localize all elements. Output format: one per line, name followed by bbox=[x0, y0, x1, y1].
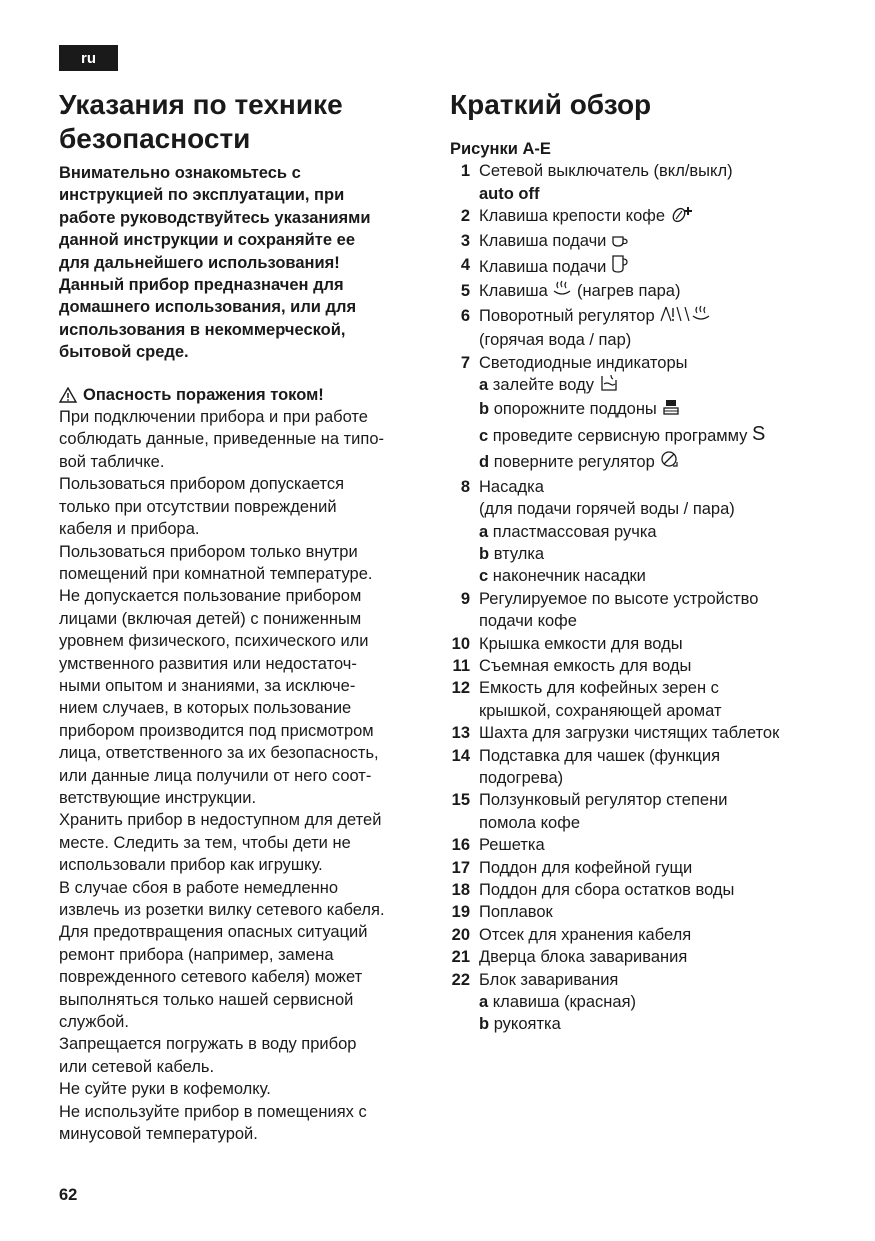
sub-item-key: a bbox=[479, 993, 489, 1012]
body-line: Для предотвращения опасных ситуаций bbox=[59, 923, 368, 942]
safety-title: Указания по технике безопасности bbox=[59, 89, 343, 154]
item-line bbox=[479, 254, 629, 280]
intro-line: Данный прибор предназначен для bbox=[59, 276, 344, 295]
item-number: 17 bbox=[451, 858, 470, 877]
sub-item-text: залейте воду bbox=[492, 376, 594, 395]
intro-line: домашнего использования, или для bbox=[59, 298, 357, 317]
safety-column bbox=[59, 88, 429, 1145]
item-label: Клавиша bbox=[479, 282, 548, 301]
sub-item bbox=[479, 565, 735, 587]
body-line: месте. Следить за тем, чтобы дети не bbox=[59, 833, 351, 852]
item-line bbox=[479, 655, 691, 677]
body-line: Хранить прибор в недоступном для детей bbox=[59, 811, 382, 830]
list-item bbox=[450, 230, 830, 254]
list-item bbox=[450, 722, 830, 744]
large-cup-icon bbox=[611, 254, 629, 280]
list-item bbox=[450, 924, 830, 946]
sub-item bbox=[479, 1013, 636, 1035]
figures-subtitle: Рисунки A-E bbox=[450, 140, 551, 158]
body-line: лицами (включая детей) с пониженным bbox=[59, 609, 362, 628]
item-label: Подставка для чашек (функция bbox=[479, 746, 721, 765]
bean-plus-icon bbox=[670, 205, 694, 229]
body-line: поврежденного сетевого кабеля) может bbox=[59, 968, 363, 987]
item-label: крышкой, сохраняющей аромат bbox=[479, 701, 722, 720]
item-label: Съемная емкость для воды bbox=[479, 656, 692, 675]
body-line: Не суйте руки в кофемолку. bbox=[59, 1080, 271, 1099]
sub-item-key: b bbox=[479, 544, 490, 563]
item-label: Регулируемое по высоте устройство bbox=[479, 589, 759, 608]
body-line: соблюдать данные, приведенные на типо- bbox=[59, 430, 384, 449]
sub-item-text: рукоятка bbox=[493, 1015, 561, 1034]
turn-regulator-icon bbox=[659, 449, 681, 475]
item-line bbox=[479, 969, 636, 991]
item-text bbox=[479, 633, 683, 655]
item-number: 6 bbox=[460, 306, 470, 325]
sub-item-key: c bbox=[479, 567, 489, 586]
item-text bbox=[479, 205, 694, 229]
list-item bbox=[450, 834, 830, 856]
item-number: 10 bbox=[451, 634, 470, 653]
safety-body bbox=[59, 406, 429, 1145]
item-line bbox=[479, 498, 735, 520]
item-text bbox=[479, 901, 553, 923]
item-number: 3 bbox=[460, 231, 470, 250]
item-label: Сетевой выключатель (вкл/выкл) bbox=[479, 162, 733, 181]
item-label: Решетка bbox=[479, 836, 545, 855]
item-text bbox=[479, 879, 734, 901]
item-text bbox=[479, 677, 722, 722]
item-number: 9 bbox=[460, 589, 470, 608]
intro-line: инструкцией по эксплуатации, при bbox=[59, 186, 345, 205]
item-label: (для подачи горячей воды / пара) bbox=[479, 500, 735, 519]
warning-title: Опасность поражения током! bbox=[83, 385, 324, 404]
item-text bbox=[479, 280, 680, 304]
intro-line: бытовой среде. bbox=[59, 343, 189, 362]
list-item bbox=[450, 633, 830, 655]
item-label: Отсек для хранения кабеля bbox=[479, 925, 692, 944]
body-line: ветствующие инструкции. bbox=[59, 788, 257, 807]
item-label: Поплавок bbox=[479, 903, 553, 922]
item-line bbox=[479, 722, 779, 744]
item-label: Крышка емкости для воды bbox=[479, 634, 683, 653]
item-line bbox=[479, 857, 692, 879]
item-line bbox=[479, 352, 766, 374]
item-number: 20 bbox=[451, 925, 470, 944]
sub-item-key: d bbox=[479, 453, 490, 472]
item-label: Клавиша крепости кофе bbox=[479, 207, 666, 226]
item-label: Ползунковый регулятор степени bbox=[479, 791, 728, 810]
intro-line: для дальнейшего использования! bbox=[59, 253, 340, 272]
list-item bbox=[450, 254, 830, 280]
body-line: службой. bbox=[59, 1013, 129, 1032]
item-number: 22 bbox=[451, 970, 470, 989]
body-line: кабеля и прибора. bbox=[59, 520, 200, 539]
item-line bbox=[479, 280, 680, 304]
sub-item-text: проведите сервисную программу bbox=[492, 426, 748, 445]
item-number: 12 bbox=[451, 679, 470, 698]
page-number: 62 bbox=[59, 1186, 78, 1204]
list-item bbox=[450, 280, 830, 304]
item-text bbox=[479, 789, 727, 834]
item-bold-line: auto off bbox=[479, 184, 540, 203]
svg-text:S: S bbox=[751, 422, 766, 443]
item-line bbox=[479, 924, 691, 946]
item-text bbox=[479, 655, 691, 677]
item-number: 11 bbox=[452, 656, 470, 675]
list-item bbox=[450, 352, 830, 476]
overview-title: Краткий обзор bbox=[450, 89, 652, 120]
sub-item-text: пластмассовая ручка bbox=[492, 522, 657, 541]
body-line: только при отсутствии повреждений bbox=[59, 497, 337, 516]
item-label: Дверца блока заваривания bbox=[479, 948, 688, 967]
drip-tray-icon bbox=[661, 398, 681, 422]
sub-item-key: b bbox=[479, 400, 490, 419]
item-text bbox=[479, 924, 691, 946]
water-tank-icon bbox=[599, 374, 619, 398]
electric-shock-warning bbox=[59, 384, 429, 406]
list-item bbox=[450, 160, 830, 205]
item-line bbox=[479, 834, 545, 856]
intro-line: использования в некоммерческой, bbox=[59, 320, 346, 339]
warning-triangle-icon bbox=[59, 387, 77, 403]
body-line: Не допускается пользование прибором bbox=[59, 587, 362, 606]
intro-line: работе руководствуйтесь указаниями bbox=[59, 208, 371, 227]
item-number: 13 bbox=[451, 724, 470, 743]
item-number: 19 bbox=[451, 903, 470, 922]
body-line: ными опытом и знаниями, за исключе- bbox=[59, 676, 356, 695]
item-label-suffix: (нагрев пара) bbox=[577, 282, 681, 301]
small-cup-icon bbox=[611, 232, 629, 254]
list-item bbox=[450, 946, 830, 968]
body-line: помещений при комнатной температуре. bbox=[59, 564, 373, 583]
item-line bbox=[479, 305, 713, 329]
body-line: ремонт прибора (например, замена bbox=[59, 945, 334, 964]
body-line: извлечь из розетки вилку сетевого кабеля. bbox=[59, 901, 385, 919]
item-text bbox=[479, 476, 735, 588]
list-item bbox=[450, 879, 830, 901]
item-text bbox=[479, 230, 629, 254]
item-label: Шахта для загрузки чистящих таблеток bbox=[479, 724, 780, 743]
list-item bbox=[450, 305, 830, 352]
item-number: 14 bbox=[451, 746, 470, 765]
list-item bbox=[450, 969, 830, 1036]
item-line bbox=[479, 789, 727, 811]
item-number: 1 bbox=[460, 162, 470, 181]
item-label: Клавиша подачи bbox=[479, 258, 607, 277]
list-item bbox=[450, 745, 830, 790]
item-line bbox=[479, 745, 720, 767]
list-item bbox=[450, 857, 830, 879]
item-text bbox=[479, 969, 636, 1036]
list-item bbox=[450, 588, 830, 633]
item-line bbox=[479, 879, 734, 901]
body-line: или сетевой кабель. bbox=[59, 1057, 215, 1076]
item-line bbox=[479, 633, 683, 655]
item-number: 2 bbox=[460, 207, 470, 226]
body-line: Не используйте прибор в помещениях с bbox=[59, 1102, 367, 1121]
body-line: выполняться только нашей сервисной bbox=[59, 990, 354, 1009]
body-line: умственного развития или недостаточ- bbox=[59, 654, 357, 673]
item-label: Насадка bbox=[479, 477, 544, 496]
sub-item-text: клавиша (красная) bbox=[492, 993, 637, 1012]
item-label: Светодиодные индикаторы bbox=[479, 353, 688, 372]
sub-item-text: наконечник насадки bbox=[492, 567, 646, 586]
item-label: подогрева) bbox=[479, 768, 564, 787]
item-line: (горячая вода / пар) bbox=[479, 331, 632, 350]
item-text bbox=[479, 722, 779, 744]
body-line: уровнем физического, психического или bbox=[59, 632, 369, 651]
item-number: 8 bbox=[460, 477, 470, 496]
item-number: 4 bbox=[460, 256, 470, 275]
item-number: 15 bbox=[451, 791, 470, 810]
item-text bbox=[479, 834, 545, 856]
list-item bbox=[450, 476, 830, 588]
intro-line: данной инструкции и сохраняйте ее bbox=[59, 231, 356, 250]
item-line bbox=[479, 588, 758, 610]
item-line bbox=[479, 205, 694, 229]
safety-intro bbox=[59, 162, 429, 364]
item-text bbox=[479, 857, 692, 879]
item-line bbox=[479, 946, 687, 968]
item-label: Емкость для кофейных зерен с bbox=[479, 679, 719, 698]
item-label: Поворотный регулятор bbox=[479, 306, 655, 325]
item-line bbox=[479, 610, 758, 632]
intro-line: Внимательно ознакомьтесь с bbox=[59, 164, 301, 182]
body-line: В случае сбоя в работе немедленно bbox=[59, 878, 339, 897]
service-s-icon bbox=[752, 423, 766, 449]
parts-list bbox=[450, 160, 830, 1035]
item-label: подачи кофе bbox=[479, 612, 577, 631]
sub-item-key: a bbox=[479, 376, 489, 395]
steam-icon bbox=[552, 280, 572, 304]
body-line: минусовой температурой. bbox=[59, 1125, 258, 1144]
body-line: При подключении прибора и при работе bbox=[59, 408, 368, 427]
item-text bbox=[479, 946, 687, 968]
body-line: Запрещается погружать в воду прибор bbox=[59, 1035, 357, 1054]
item-number: 5 bbox=[460, 282, 470, 301]
item-label: помола кофе bbox=[479, 813, 580, 832]
item-number: 21 bbox=[451, 948, 470, 967]
body-line: вой табличке. bbox=[59, 452, 165, 471]
item-label: Клавиша подачи bbox=[479, 231, 607, 250]
body-line: Пользоваться прибором допускается bbox=[59, 475, 345, 494]
item-label: Поддон для кофейной гущи bbox=[479, 858, 693, 877]
item-text bbox=[479, 160, 733, 205]
sub-item bbox=[479, 398, 766, 422]
item-line bbox=[479, 901, 553, 923]
item-label: Поддон для сбора остатков воды bbox=[479, 881, 735, 899]
sub-item bbox=[479, 543, 735, 565]
sub-item bbox=[479, 423, 766, 449]
item-label: Блок заваривания bbox=[479, 970, 619, 989]
sub-item bbox=[479, 449, 766, 475]
sub-item-key: a bbox=[479, 522, 489, 541]
item-number: 18 bbox=[451, 881, 470, 899]
list-item bbox=[450, 655, 830, 677]
overview-column bbox=[450, 88, 830, 1036]
item-line bbox=[479, 767, 720, 789]
item-number: 7 bbox=[460, 353, 470, 372]
item-text bbox=[479, 745, 720, 790]
item-text bbox=[479, 305, 713, 352]
sub-item bbox=[479, 991, 636, 1013]
list-item bbox=[450, 677, 830, 722]
body-line: или данные лица получили от него соот- bbox=[59, 766, 372, 785]
body-line: нием случаев, в которых пользование bbox=[59, 699, 352, 718]
sub-item-key: b bbox=[479, 1015, 490, 1034]
list-item bbox=[450, 205, 830, 229]
item-line bbox=[479, 677, 722, 699]
body-line: прибором производится под присмотром bbox=[59, 721, 374, 740]
sub-item bbox=[479, 521, 735, 543]
item-text bbox=[479, 254, 629, 280]
item-line bbox=[479, 160, 733, 182]
item-text bbox=[479, 352, 766, 476]
sub-item-text: поверните регулятор bbox=[493, 453, 655, 472]
sub-item-key: c bbox=[479, 426, 489, 445]
language-badge: ru bbox=[59, 45, 118, 71]
item-text bbox=[479, 588, 758, 633]
item-line bbox=[479, 700, 722, 722]
body-line: использовали прибор как игрушку. bbox=[59, 856, 323, 875]
body-line: лица, ответственного за их безопасность, bbox=[59, 744, 379, 763]
body-line: Пользоваться прибором только внутри bbox=[59, 542, 358, 561]
item-line bbox=[479, 476, 735, 498]
item-line bbox=[479, 812, 727, 834]
item-line bbox=[479, 230, 629, 254]
list-item bbox=[450, 789, 830, 834]
item-number: 16 bbox=[451, 836, 470, 855]
list-item bbox=[450, 901, 830, 923]
sub-item bbox=[479, 374, 766, 398]
sub-item-text: втулка bbox=[493, 544, 545, 563]
hotwater-steam-icon bbox=[659, 305, 713, 329]
sub-item-text: опорожните поддоны bbox=[493, 400, 657, 419]
